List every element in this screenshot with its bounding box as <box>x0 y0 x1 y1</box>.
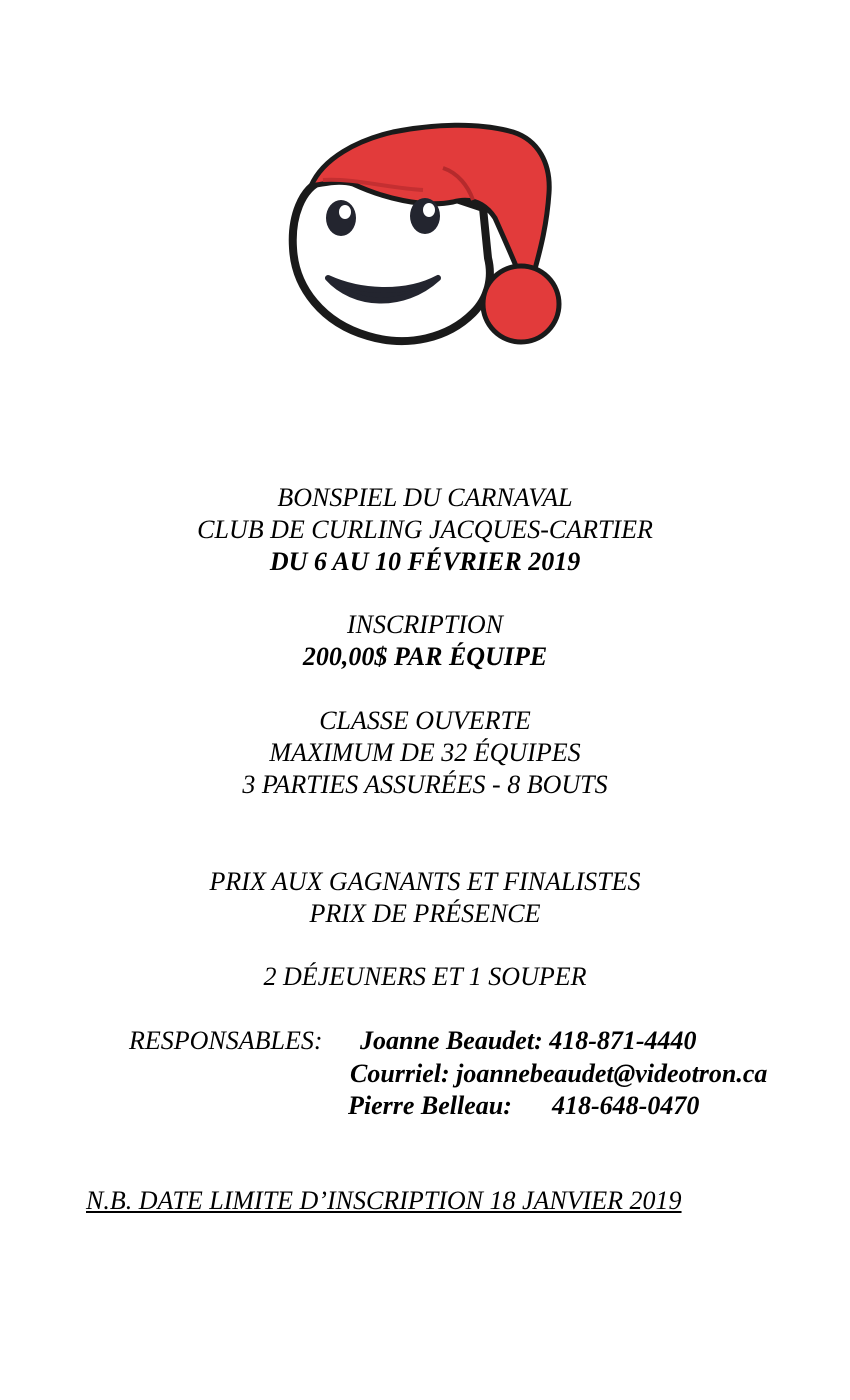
responsables-label: RESPONSABLES: <box>129 1026 323 1055</box>
inscription-section <box>0 609 850 673</box>
carnaval-character-icon <box>283 118 573 358</box>
responsable-contact-2-name: Pierre Belleau: <box>348 1091 512 1120</box>
event-club: CLUB DE CURLING JACQUES-CARTIER <box>197 515 653 544</box>
inscription-price: 200,00$ PAR ÉQUIPE <box>302 642 548 671</box>
responsable-email: Courriel: joannebeaudet@videotron.ca <box>350 1059 768 1088</box>
deadline-note: N.B. DATE LIMITE D’INSCRIPTION 18 JANVIER 2019 <box>86 1186 682 1215</box>
right-eye <box>410 198 440 234</box>
format-class: CLASSE OUVERTE <box>319 706 531 735</box>
event-dates: DU 6 AU 10 FÉVRIER 2019 <box>269 547 581 576</box>
responsable-contact-2-phone: 418-648-0470 <box>552 1091 700 1120</box>
meals-text: 2 DÉJEUNERS ET 1 SOUPER <box>263 962 587 991</box>
prizes-attendance: PRIX DE PRÉSENCE <box>309 899 541 928</box>
format-max-teams: MAXIMUM DE 32 ÉQUIPES <box>269 738 581 767</box>
meals-section <box>0 961 850 993</box>
prizes-section <box>0 866 850 930</box>
format-games: 3 PARTIES ASSURÉES - 8 BOUTS <box>242 770 608 799</box>
event-header <box>0 482 850 578</box>
responsable-contact-1: Joanne Beaudet: 418-871-4440 <box>360 1026 697 1055</box>
event-title: BONSPIEL DU CARNAVAL <box>277 483 573 512</box>
pompom-shape <box>483 266 559 342</box>
inscription-label: INSCRIPTION <box>347 610 503 639</box>
format-section <box>0 705 850 801</box>
left-eye <box>326 200 356 236</box>
prizes-winners: PRIX AUX GAGNANTS ET FINALISTES <box>209 867 641 896</box>
